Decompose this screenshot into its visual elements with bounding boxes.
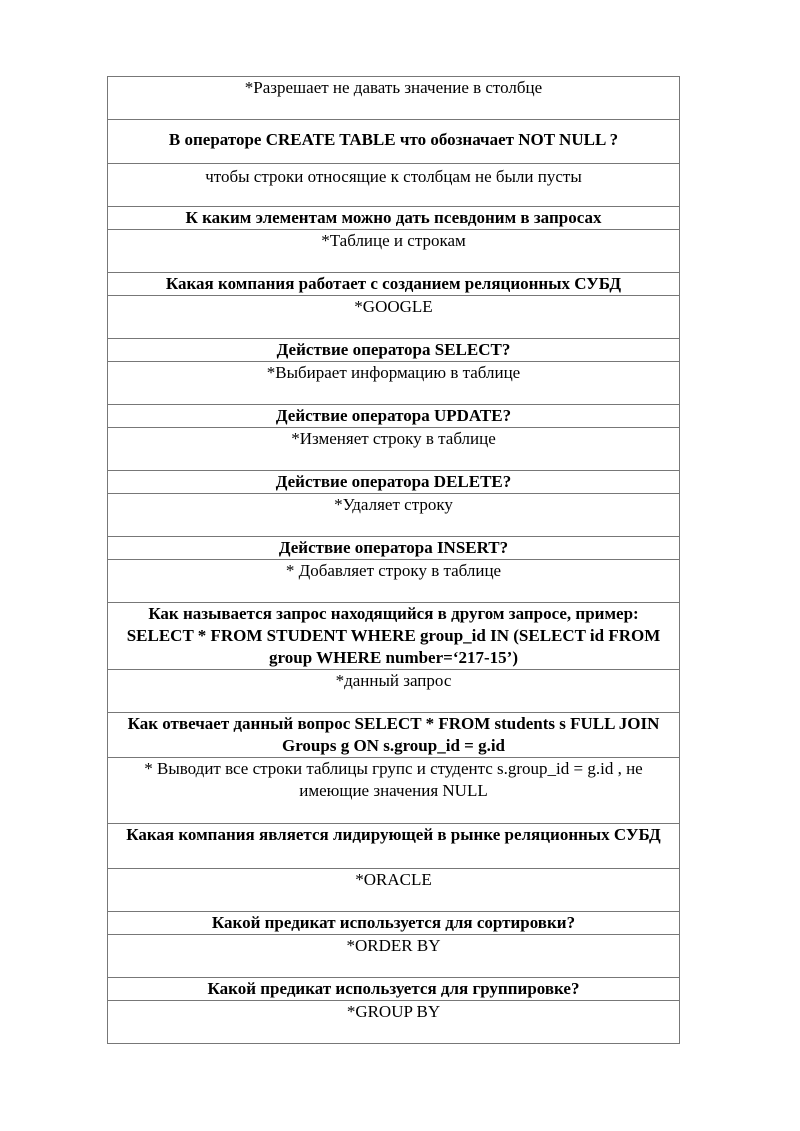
question-row [108,339,680,362]
question-row [108,824,680,869]
question-row [108,537,680,560]
question-cell: Действие оператора UPDATE? [108,405,680,428]
answer-row [108,935,680,978]
answer-row [108,494,680,537]
question-cell: Какая компания является лидирующей в рынке реляционных СУБД [108,824,680,869]
question-row [108,405,680,428]
answer-cell: *ORDER BY [108,935,680,978]
answer-cell: *GROUP BY [108,1001,680,1044]
answer-row [108,230,680,273]
answer-cell: *ORACLE [108,869,680,912]
question-cell: Действие оператора DELETE? [108,471,680,494]
answer-cell: *Таблице и строкам [108,230,680,273]
question-cell: К каким элементам можно дать псевдоним в запросах [108,207,680,230]
answer-cell: *Изменяет строку в таблице [108,428,680,471]
question-row [108,603,680,670]
question-cell: Какой предикат используется для сортировки? [108,912,680,935]
answer-row [108,164,680,207]
question-cell: Действие оператора INSERT? [108,537,680,560]
question-cell: Как называется запрос находящийся в другом запросе, пример: SELECT * FROM STUDENT WHERE group_id IN (SELECT id FROM group WHERE number=‘217-15’) [108,603,680,670]
question-row [108,713,680,758]
question-row [108,978,680,1001]
answer-row [108,1001,680,1044]
answer-cell: *Выбирает информацию в таблице [108,362,680,405]
answer-row [108,296,680,339]
answer-cell: *Удаляет строку [108,494,680,537]
answer-cell: * Добавляет строку в таблице [108,560,680,603]
question-row [108,207,680,230]
question-row [108,912,680,935]
question-cell: Какая компания работает с созданием реляционных СУБД [108,273,680,296]
question-row [108,273,680,296]
answer-cell: *данный запрос [108,670,680,713]
answer-row [108,670,680,713]
answer-cell: * Выводит все строки таблицы групс и студентс s.group_id = g.id , не имеющие значения NULL [108,758,680,824]
qa-table [107,76,680,1044]
answer-cell: чтобы строки относящие к столбцам не были пусты [108,164,680,207]
answer-cell: *Разрешает не давать значение в столбце [108,77,680,120]
answer-row [108,758,680,824]
answer-row [108,77,680,120]
question-cell: Как отвечает данный вопрос SELECT * FROM students s FULL JOIN Groups g ON s.group_id = g.id [108,713,680,758]
answer-cell: *GOOGLE [108,296,680,339]
answer-row [108,560,680,603]
question-row [108,120,680,164]
answer-row [108,428,680,471]
answer-row [108,362,680,405]
question-cell: Какой предикат используется для группировке? [108,978,680,1001]
question-cell: В операторе CREATE TABLE что обозначает NOT NULL ? [108,120,680,164]
answer-row [108,869,680,912]
question-cell: Действие оператора SELECT? [108,339,680,362]
question-row [108,471,680,494]
